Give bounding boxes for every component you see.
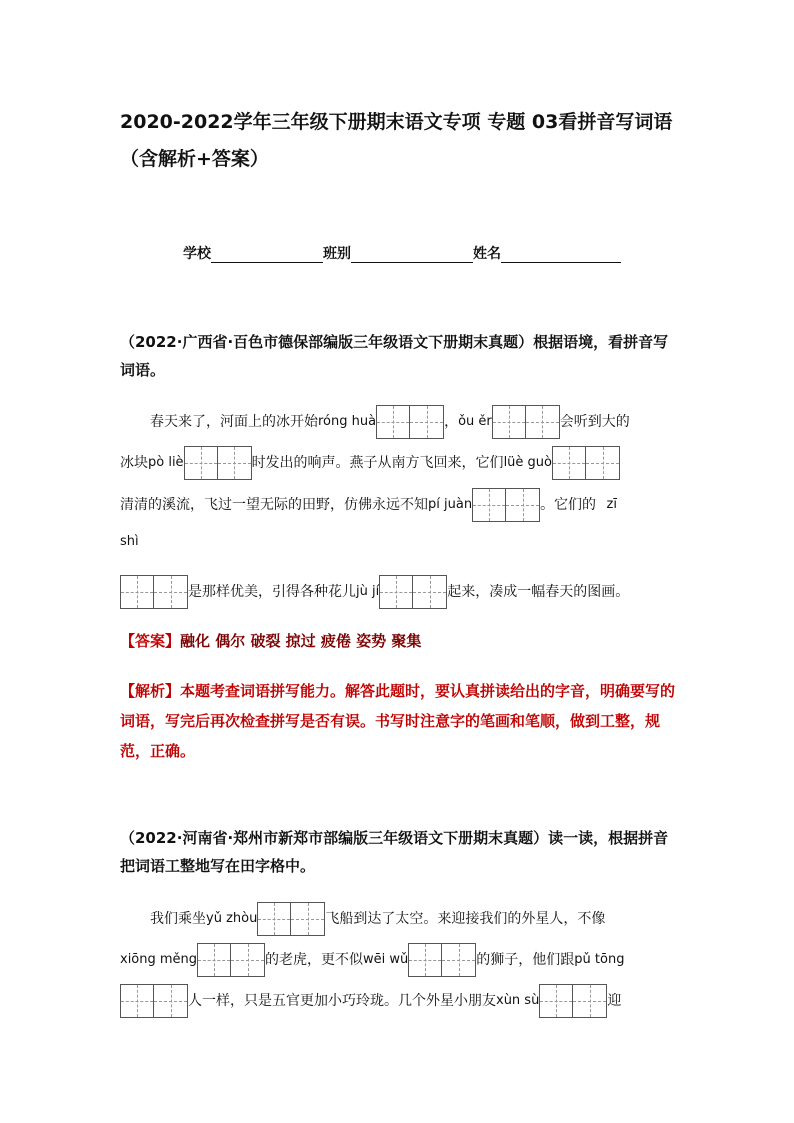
- q1-line-2: [120, 445, 680, 481]
- question-2-heading: （2022·河南省·郑州市新郑市部编版三年级语文下册期末真题）读一读，根据拼音把词语工整地写在田字格中。: [120, 829, 669, 875]
- name-blank[interactable]: [501, 248, 621, 263]
- tianzige-box[interactable]: [376, 405, 444, 439]
- q1-text: 冰块: [120, 455, 148, 471]
- document-title: 2020-2022学年三年级下册期末语文专项 专题 03看拼音写词语（含解析+答案）: [120, 111, 673, 170]
- q2-line-3: [120, 983, 680, 1019]
- q2-line-1: [120, 901, 680, 937]
- q1-line-3: [120, 487, 680, 523]
- q1-text: 清清的溪流，飞过一望无际的田野，仿佛永远不知: [120, 497, 428, 513]
- q1-pinyin-lueguo: lüè guò: [503, 455, 552, 470]
- tianzige-box[interactable]: [184, 446, 252, 480]
- tianzige-box[interactable]: [257, 902, 325, 936]
- tianzige-box[interactable]: [120, 575, 188, 609]
- q2-text: 飞船到达了太空。来迎接我们的外星人，不像: [325, 911, 606, 927]
- q2-text: 迎: [607, 993, 622, 1009]
- tianzige-box[interactable]: [492, 405, 560, 439]
- q2-text: 的老虎，更不似: [265, 952, 364, 968]
- tianzige-box[interactable]: [408, 943, 476, 977]
- student-info-line: [183, 243, 621, 263]
- q2-pinyin-putong: pǔ tōng: [574, 952, 625, 967]
- class-blank[interactable]: [351, 248, 473, 263]
- school-blank[interactable]: [211, 248, 323, 263]
- q1-pinyin-pijuan: pí juàn: [428, 497, 473, 512]
- q1-analysis: 【解析】本题考查词语拼写能力。解答此题时，要认真拼读给出的字音，明确要写的词语，写完后再次检查拼写是否有误。书写时注意字的笔画和笔顺，做到工整，规范，正确。: [120, 682, 676, 760]
- q1-text: 是那样优美，引得各种花儿: [188, 584, 356, 600]
- q2-pinyin-yuzhou: yǔ zhòu: [206, 911, 258, 926]
- q1-text: 起来，凑成一幅春天的图画。: [447, 584, 630, 600]
- q2-text: 的狮子，他们跟: [476, 952, 575, 968]
- q2-text: 人一样，只是五官更加小巧玲珑。几个外星小朋友: [188, 993, 496, 1009]
- tianzige-box[interactable]: [552, 446, 620, 480]
- answer-label: 【答案】: [120, 632, 181, 650]
- q1-pinyin-zi: zī: [606, 497, 617, 512]
- q2-text: 我们乘坐: [150, 911, 206, 927]
- name-label: 姓名: [473, 246, 501, 262]
- q1-pinyin-juji: jù jí: [356, 584, 380, 599]
- q1-text: ，: [444, 414, 459, 430]
- q1-pinyin-ouer: ǒu ěr: [458, 414, 492, 429]
- q1-text: 会听到大的: [559, 414, 630, 430]
- q2-pinyin-weiwu: wēi wǔ: [363, 952, 409, 967]
- q2-line-2: [120, 942, 680, 978]
- q1-pinyin-shi: shì: [120, 534, 139, 549]
- tianzige-box[interactable]: [379, 575, 447, 609]
- q1-line-1: [120, 404, 680, 440]
- answer-words: 融化 偶尔 破裂 掠过 疲倦 姿势 聚集: [180, 632, 422, 650]
- school-label: 学校: [183, 246, 211, 262]
- tianzige-box[interactable]: [197, 943, 265, 977]
- q1-line-5: [120, 574, 680, 610]
- class-label: 班别: [323, 246, 351, 262]
- q1-line-4: [120, 524, 680, 560]
- q1-pinyin-ronghua: róng huà: [318, 414, 377, 429]
- tianzige-box[interactable]: [472, 488, 540, 522]
- tianzige-box[interactable]: [539, 984, 607, 1018]
- q1-text: 。它们的: [540, 497, 597, 513]
- q2-pinyin-xunsu: xùn sù: [496, 993, 540, 1008]
- q2-pinyin-xiongmeng: xiōng měng: [120, 952, 198, 967]
- q1-answer: [120, 630, 421, 651]
- question-1-heading: （2022·广西省·百色市德保部编版三年级语文下册期末真题）根据语境，看拼音写词语。: [120, 333, 669, 379]
- q1-text: 春天来了，河面上的冰开始: [150, 414, 318, 430]
- q1-pinyin-polie: pò liè: [148, 455, 184, 470]
- tianzige-box[interactable]: [120, 984, 188, 1018]
- q1-text: 时发出的响声。燕子从南方飞回来，它们: [251, 455, 504, 471]
